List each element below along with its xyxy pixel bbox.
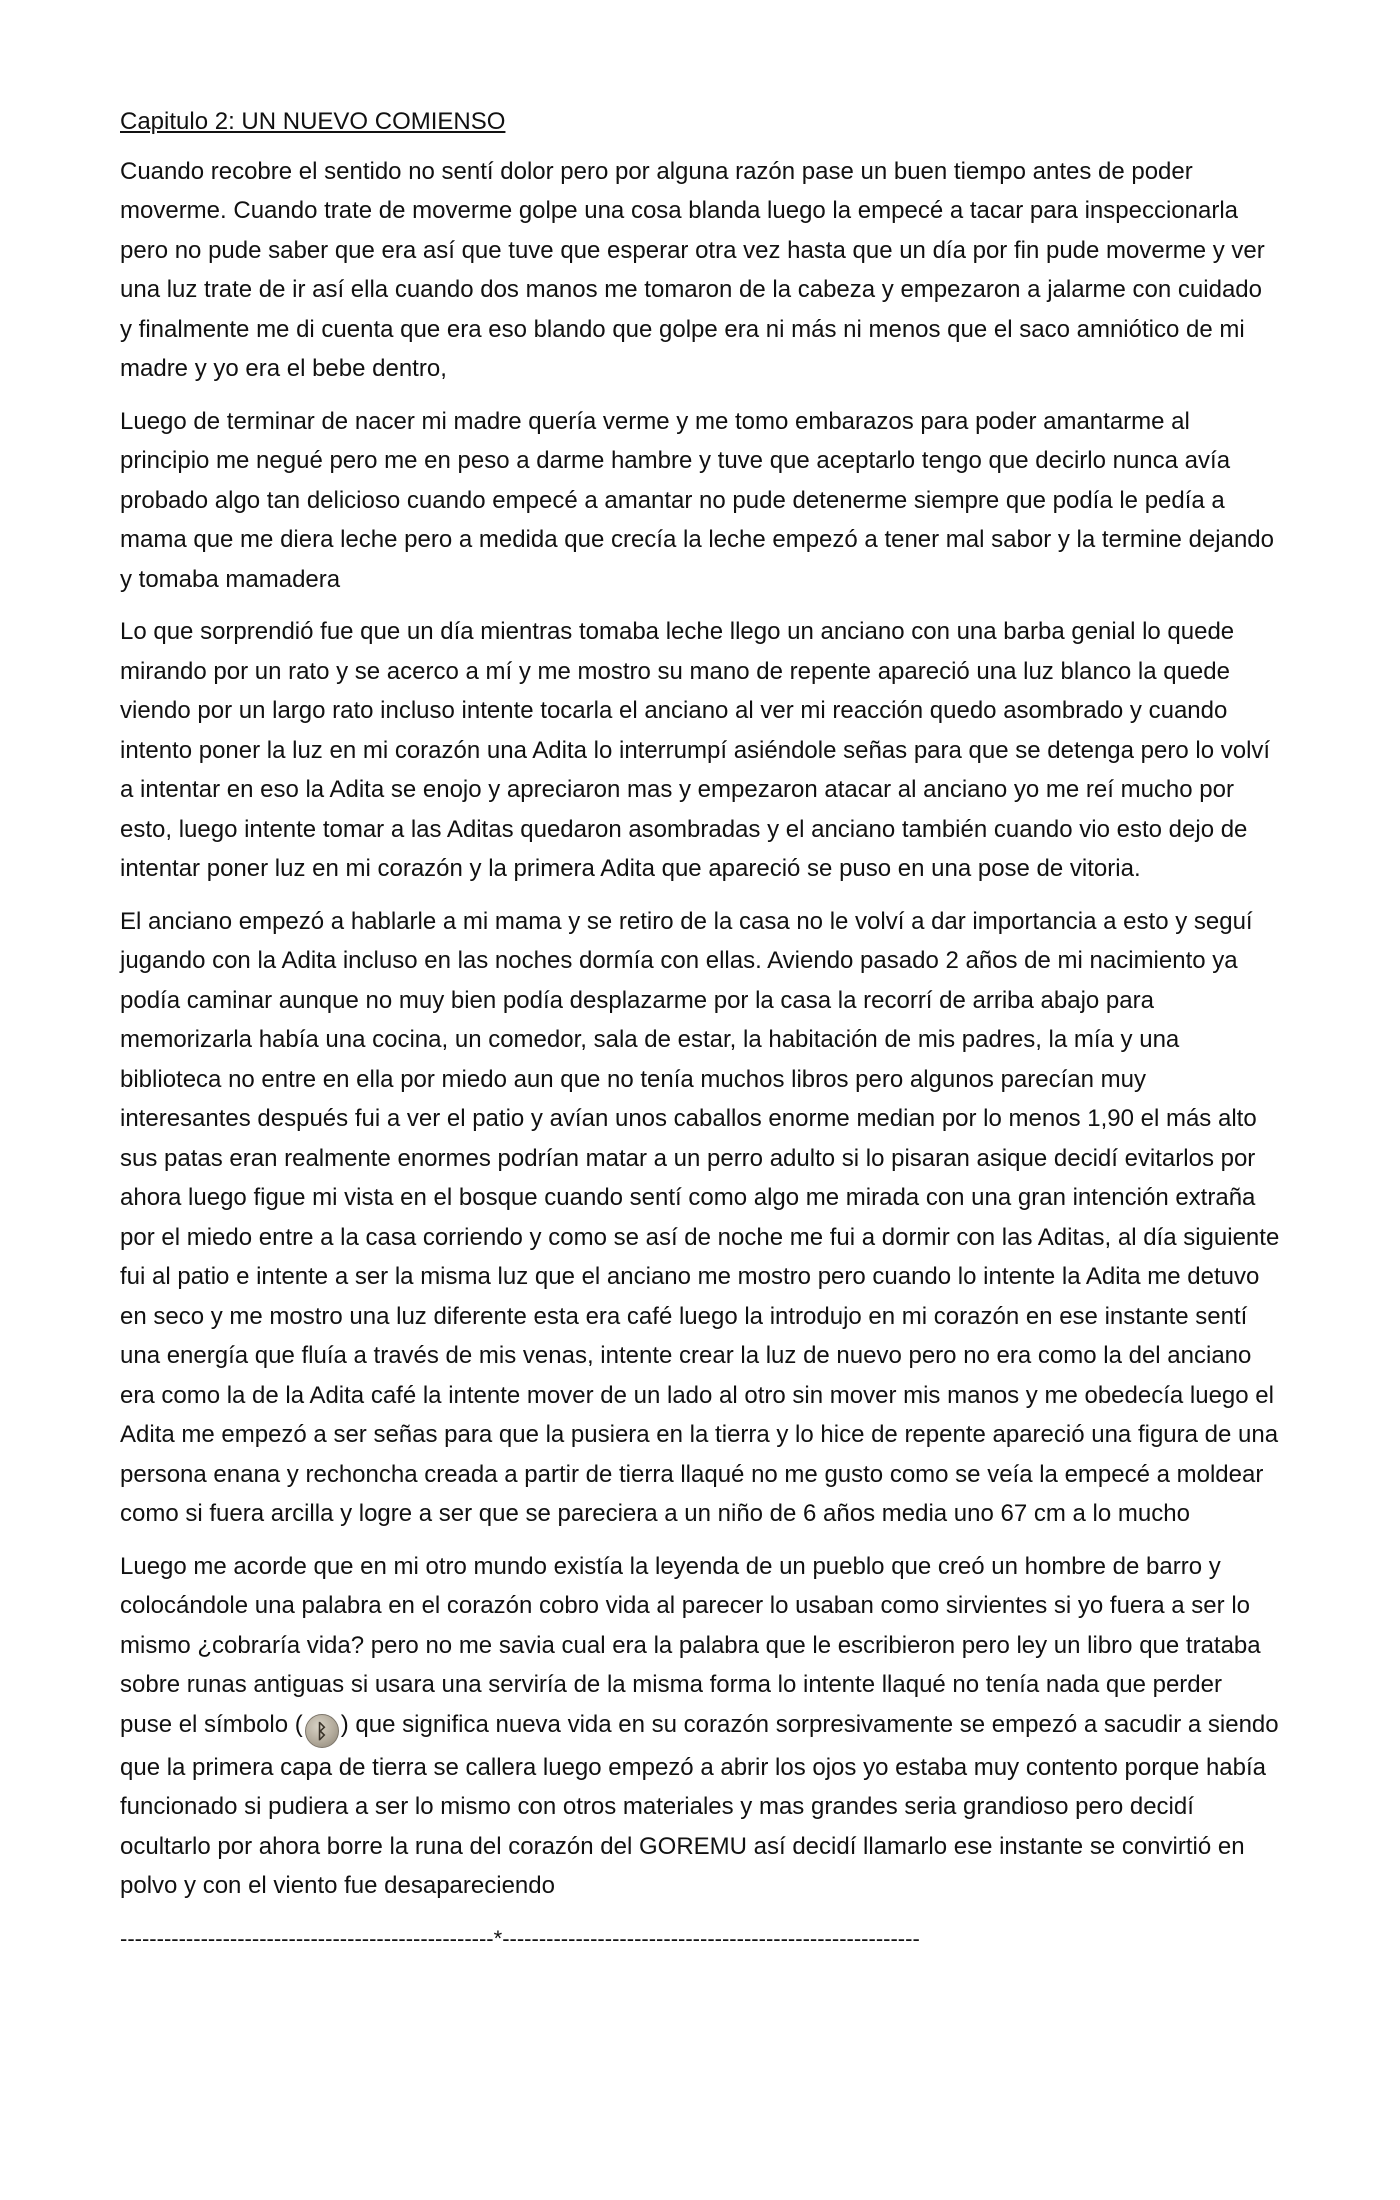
document-page	[120, 102, 1280, 1958]
paragraph-4: El anciano empezó a hablarle a mi mama y se retiro de la casa no le volví a dar importancia a esto y seguí jugando con la Adita incluso en las noches dormía con ellas. Aviendo pasado 2 años de mi nacimiento ya podía caminar aunque no muy bien podía desplazarme por la casa la recorrí de arriba abajo para memorizarla había una cocina, un comedor, sala de estar, la habitación de mis padres, la mía y una biblioteca no entre en ella por miedo aun que no tenía muchos libros pero algunos parecían muy interesantes después fui a ver el patio y avían unos caballos enorme median por lo menos 1,90 el más alto sus patas eran realmente enormes podrían matar a un perro adulto si lo pisaran asique decidí evitarlos por ahora luego figue mi vista en el bosque cuando sentí como algo me mirada con una gran intención extraña por el miedo entre a la casa corriendo y como se así de noche me fui a dormir con las Aditas, al día siguiente fui al patio e intente a ser la misma luz que el anciano me mostro pero cuando lo intente la Adita me detuvo en seco y me mostro una luz diferente esta era café luego la introdujo en mi corazón en ese instante sentí una energía que fluía a través de mis venas, intente crear la luz de nuevo pero no era como la del anciano era como la de la Adita café la intente mover de un lado al otro sin mover mis manos y me obedecía luego el Adita me empezó a ser señas para que la pusiera en la tierra y lo hice de repente apareció una figura de una persona enana y rechoncha creada a partir de tierra llaqué no me gusto como se veía la empecé a moldear como si fuera arcilla y logre a ser que se pareciera a un niño de 6 años media uno 67 cm a lo mucho	[120, 907, 1280, 1527]
paragraph-1: Cuando recobre el sentido no sentí dolor pero por alguna razón pase un buen tiempo antes de poder moverme. Cuando trate de moverme golpe una cosa blanda luego la empecé a tacar para inspeccionarla pero no pude saber que era así que tuve que esperar otra vez hasta que un día por fin pude moverme y ver una luz trate de ir así ella cuando dos manos me tomaron de la cabeza y empezaron a jalarme con cuidado y finalmente me di cuenta que era eso blando que golpe era ni más ni menos que el saco amniótico de mi madre y yo era el bebe dentro,	[120, 157, 1265, 382]
paragraph-5-before-rune: Luego me acorde que en mi otro mundo existía la leyenda de un pueblo que creó un hombre de barro y colocándole una palabra en el corazón cobro vida al parecer lo usaban como sirvientes si yo fuera a ser lo mismo ¿cobraría vida? pero no me savia cual era la palabra que le escribieron pero ley un libro que trataba sobre runas antiguas si usara una serviría de la misma forma lo intente llaqué no tenía nada que perder puse el símbolo (	[120, 1552, 1261, 1738]
rune-symbol-icon: ᛒ	[305, 1714, 339, 1748]
paragraph-5-after-rune: ) que significa nueva vida en su corazón sorpresivamente se empezó a sacudir a siendo que la primera capa de tierra se callera luego empezó a abrir los ojos yo estaba muy contento porque había funcionado si pudiera a ser lo mismo con otros materiales y mas grandes seria grandioso pero decidí ocultarlo por ahora borre la runa del corazón del GOREMU así decidí llamarlo ese instante se convirtió en polvo y con el viento fue desapareciendo	[120, 1710, 1279, 1899]
paragraph-5	[120, 1547, 1280, 1906]
paragraph-3: Lo que sorprendió fue que un día mientras tomaba leche llego un anciano con una barba genial lo quede mirando por un rato y se acerco a mí y me mostro su mano de repente apareció una luz blanco la quede viendo por un largo rato incluso intente tocarla el anciano al ver mi reacción quedo asombrado y cuando intento poner la luz en mi corazón una Adita lo interrumpí asiéndole señas para que se detenga pero lo volví a intentar en eso la Adita se enojo y apreciaron mas y empezaron atacar al anciano yo me reí mucho por esto, luego intente tomar a las Aditas quedaron asombradas y el anciano también cuando vio esto dejo de intentar poner luz en mi corazón y la primera Adita que apareció se puso en una pose de vitoria.	[120, 618, 1271, 882]
paragraph-2: Luego de terminar de nacer mi madre quería verme y me tomo embarazos para poder amantarme al principio me negué pero me en peso a darme hambre y tuve que aceptarlo tengo que decirlo nunca avía probado algo tan delicioso cuando empecé a amantar no pude detenerme siempre que podía le pedía a mama que me diera leche pero a medida que crecía la leche empezó a tener mal sabor y la termine dejando y tomaba mamadera	[120, 407, 1274, 593]
section-separator: ---------------------------------------------------*---------------------------------------------------------	[120, 1925, 920, 1951]
chapter-title: Capitulo 2: UN NUEVO COMIENSO	[120, 108, 506, 135]
